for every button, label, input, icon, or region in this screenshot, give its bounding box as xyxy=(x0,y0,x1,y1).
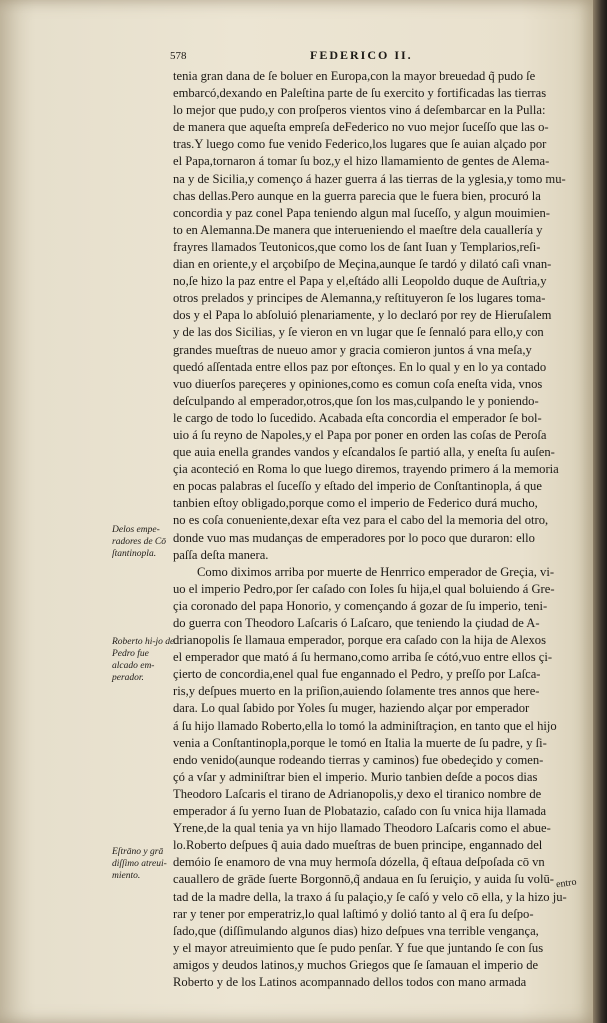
text-line: lo mejor que pudo,y con proſperos vientos vino á deſembarcar en la Pulla: xyxy=(173,103,546,118)
body-text xyxy=(173,68,585,991)
text-line: grandes mueſtras de nueuo amor y gracia comieron juntos á vna meſa,y xyxy=(173,342,532,357)
text-line: le cargo de todo lo ſucedido. Acabada eſta concordia el emperador ſe bol- xyxy=(173,410,542,425)
text-line: chas dellas.Pero aunque en la guerra parecia que le fuera bien, procuró la xyxy=(173,188,541,203)
text-line: uo el imperio Pedro,por ſer caſado con Ioles ſu hija,el qual boluiendo á Gre- xyxy=(173,581,555,596)
text-line: dos y el Papa lo abſoluió plenariamente, y lo declaró por rey de Hieruſalem xyxy=(173,308,552,323)
margin-note-roberto: Roberto hi-jo de Pedro fue alcado em-perador. xyxy=(112,637,175,683)
running-title: FEDERICO II. xyxy=(310,48,413,62)
text-line: paſſa deſta manera. xyxy=(173,547,269,562)
text-line: tanbien eſtoy obligado,porque como el imperio de Federico durá mucho, xyxy=(173,496,538,511)
running-header xyxy=(170,44,570,62)
text-line: el Papa,tornaron á tomar ſu boz,y el hizo llamamiento de gentes de Alema- xyxy=(173,154,550,169)
text-line: venia a Conſtantinopla,porque le tomó en Italia la muerte de ſu padre, y ſi- xyxy=(173,735,547,750)
margin-note-emperors: Delos empe-radores de Cō ſtantinopla. xyxy=(112,525,167,559)
text-line: demóio ſe enamoro de vna muy hermoſa dózella, q̃ eſtaua deſpoſada cō vn xyxy=(173,855,545,870)
catchword: entro xyxy=(555,876,578,891)
text-line: çierto de concordia,enel qual fue engannado el Pedro, y preſſo por Laſca- xyxy=(173,667,541,682)
text-line: otros prelados y principes de Alemanna,y reſtituyeron ſe los lugares toma- xyxy=(173,291,546,306)
text-line: tras.Y luego como fue venido Federico,los lugares que ſe auian alçado por xyxy=(173,137,547,152)
text-line: el emperador que mató á ſu hermano,como arriba ſe cótó,vuo entre ellos çi- xyxy=(173,650,553,665)
text-line: amigos y deudos latinos,y muchos Griegos que ſe ſamauan el imperio de xyxy=(173,957,539,972)
text-line: tenia gran dana de ſe boluer en Europa,con la mayor breuedad q̃ pudo ſe xyxy=(173,69,536,83)
text-line: no es coſa conueniente,dexar eſta vez para el cabo del la memoria del otro, xyxy=(173,513,549,528)
text-line: en pocas palabras el ſuceſſo y eſtado del imperio de Conſtantinopla, á que xyxy=(173,479,542,494)
margin-note-atreuimiento: Eſtrāno y grā diſſimo atreui-miento. xyxy=(112,847,167,881)
text-line: no,ſe hizo la paz entre el Papa y el,eſtádo alli Leopoldo duque de Auſtria,y xyxy=(173,274,547,289)
text-line: y de las dos Sicilias, y ſe vieron en vn lugar que ſe ſennaló para ello,y con xyxy=(173,325,544,340)
text-line: drianopolis ſe llamaua emperador, porque era caſado con la hija de Alexos xyxy=(173,633,546,648)
text-line: emperador á ſu yerno Iuan de Plobatazio, caſado con ſu vnica hija llamada xyxy=(173,804,547,819)
page-edge xyxy=(593,0,607,1023)
text-line: çó a vſar y adminiſtrar bien el imperio. Murio tanbien deſde a pocos dias xyxy=(173,769,538,784)
text-line: na y de Sicilia,y començo á hazer guerra á las tierras de la yglesia,y tomo mu- xyxy=(173,171,566,186)
text-line: que auia enella grandes vandos y eſcandalos ſe partió alla, y eneſta ſu auſen- xyxy=(173,445,555,460)
text-line: concordia y paz conel Papa teniendo algun mal ſuceſſo, y algun mouimien- xyxy=(173,205,550,220)
text-line: dian en oriente,y el arçobiſpo de Meçina,aunque ſe tardó y dilató caſi vnan- xyxy=(173,257,552,272)
text-line: donde vuo mas mudanças de emperadores por lo poco que duraron: ello xyxy=(173,530,535,545)
text-line: rar y tener por emperatriz,lo qual laſtimó y dolió tanto al q̃ era ſu deſpo- xyxy=(173,906,534,921)
text-line: endo venido(aunque rodeando tierras y caminos) fue obedeçido y comen- xyxy=(173,752,544,767)
text-line: lo.Roberto deſpues q̃ auia dado mueſtras de buen principe, engannado del xyxy=(173,838,543,853)
text-line: vuo diuerſos pareçeres y opiniones,como es comun coſa eneſta vida, vnos xyxy=(173,376,543,391)
text-line: embarcó,dexando en Paleſtina parte de ſu exercito y fortificadas las tierras xyxy=(173,86,547,101)
text-line: Theodoro Laſcaris el tirano de Adrianopolis,y dexo el tiranico nombre de xyxy=(173,786,542,801)
text-line: ris,y deſpues muerto en la priſion,auiendo ſolamente tres annos que here- xyxy=(173,684,540,699)
text-line: do guerra con Theodoro Laſcaris ó Laſcaro, que teniendo la çiudad de A- xyxy=(173,616,540,630)
text-line: dara. Lo qual ſabido por Yoles ſu muger, haziendo alçar por emperador xyxy=(173,701,530,716)
text-line: cauallero de grāde ſuerte Borgonnō,q̃ andaua en ſu ſeruiçio, y auida ſu volū- xyxy=(173,872,554,887)
text-line: quedó aſſentada entre ellos paz por eſtonçes. En lo qual y en lo ya contado xyxy=(173,359,547,374)
text-line: de manera que aqueſta empreſa deFederico no vuo mejor ſuceſſo que las o- xyxy=(173,120,549,135)
text-line: Como diximos arriba por muerte de Henrrico emperador de Greçia, vi- xyxy=(197,564,555,579)
text-line: to en Alemanna.De manera que interueniendo el maeſtre dela cauallería y xyxy=(173,222,543,237)
text-line: çia aconteció en Roma lo que luego diremos, trayendo primero á la memoria xyxy=(173,462,559,477)
text-line: frayres llamados Teutonicos,que como los de ſant Iuan y Templarios,reſi- xyxy=(173,239,541,254)
text-line: Yrene,de la qual tenia ya vn hijo llamado Theodoro Laſcaris como el abue- xyxy=(173,821,551,836)
text-line: deſculpando al emperador,otros,que ſon los mas,culpando le y poniendo- xyxy=(173,393,539,408)
text-line: uio á ſu reyno de Napoles,y el Papa por poner en orden las coſas de Peroſa xyxy=(173,427,547,442)
text-line: y el mayor atreuimiento que ſe pudo penſar. Y fue que juntando ſe con ſus xyxy=(173,940,544,955)
text-line: á ſu hijo llamado Roberto,ella lo tomó la adminiſtraçion, en tanto que el hijo xyxy=(173,718,557,733)
folio-number: 578 xyxy=(170,50,187,62)
text-line: Roberto y de los Latinos acompannado dellos todos con mano armada xyxy=(173,974,527,989)
text-line: ſado,que (diſſimulando algunos dias) hizo deſpues vna terrible vengança, xyxy=(173,923,539,938)
text-line: tad de la madre della, la traxo á ſu palaçio,y ſe caſó y velo cō ella, y la hizo ju- xyxy=(173,889,567,904)
text-line: çia coronado del papa Honorio, y començando á gozar de ſu imperio, teni- xyxy=(173,598,548,613)
